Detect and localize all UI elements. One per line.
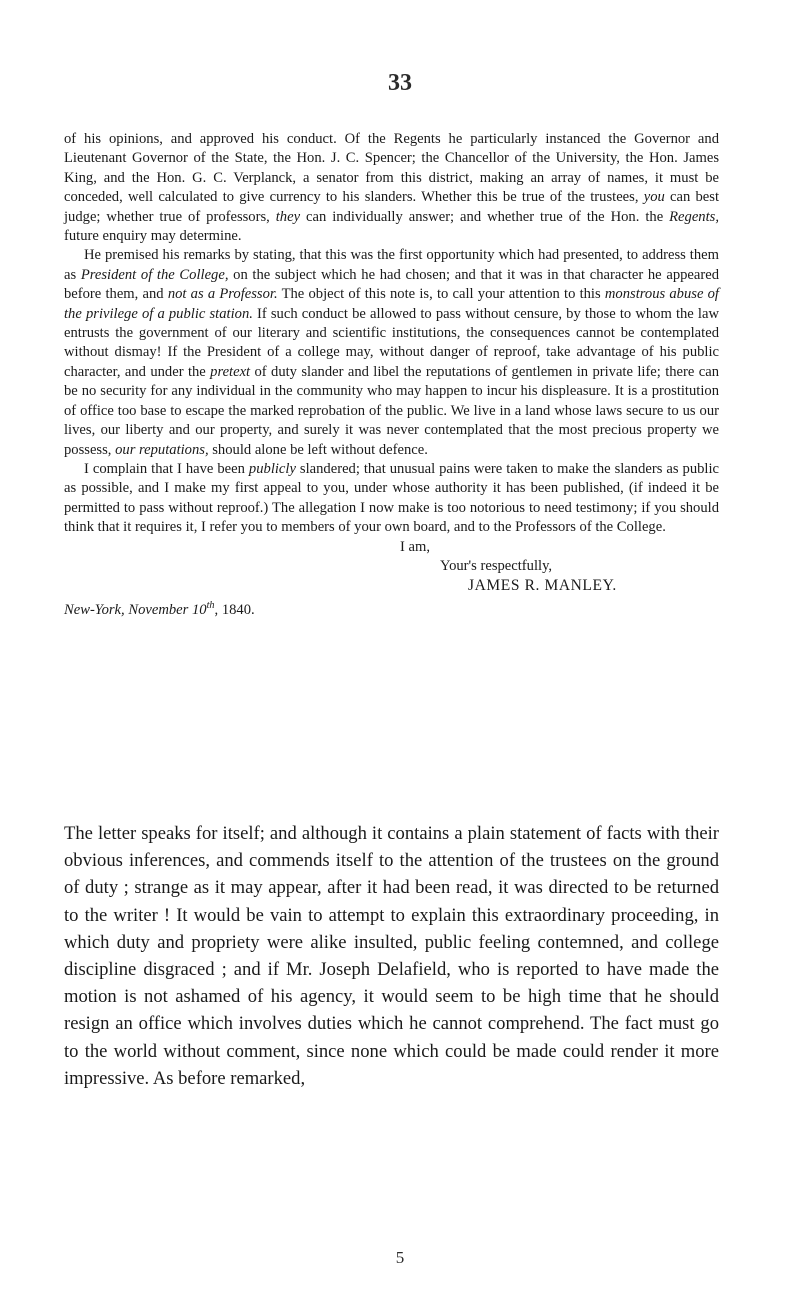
italic-run: publicly bbox=[248, 460, 296, 477]
sign-off-i-am: I am, bbox=[400, 538, 430, 555]
text-run: can best judge; whether true of professors, bbox=[64, 189, 720, 225]
text-run: on the subject which he had chosen; and that it was in that character he appeared before them, and bbox=[64, 266, 719, 303]
letter-paragraph-3 bbox=[64, 460, 719, 538]
italic-run: not as a Professor. bbox=[167, 286, 278, 303]
signatory-name: JAMES R. MANLEY. bbox=[468, 577, 617, 595]
letter-paragraph-1 bbox=[64, 130, 719, 246]
italic-run: you bbox=[643, 189, 665, 206]
signature-mark: 5 bbox=[395, 1248, 405, 1267]
letter-paragraph-2 bbox=[64, 246, 719, 459]
date-part: November 10 bbox=[124, 601, 207, 618]
place: New-York, bbox=[64, 601, 125, 618]
italic-run: pretext bbox=[210, 363, 251, 380]
italic-run: monstrous abuse of the privilege of a public station. bbox=[64, 286, 719, 322]
letter-body bbox=[64, 130, 720, 618]
place-and-date bbox=[64, 596, 719, 618]
text-run: If such conduct be allowed to pass without censure, by those to whom the law entrusts the government of our literary and scientific institutions, the consequences cannot be contemplated without dismay! If the President of a college may, without danger of reproof, take advantage of his public character, and under the bbox=[64, 305, 719, 380]
commentary-paragraph: The letter speaks for itself; and although it contains a plain statement of facts with their obvious inferences, and commends itself to the attention of the trustees on the ground of duty ; strange as it may appear, after it had been read, it was directed to be returned to the writer ! It would be vain to attempt to explain this extraordinary proceeding, in which duty and propriety were alike insulted, public feeling contemned, and college discipline disgraced ; and if Mr. Joseph Delafield, who is reported to have made the motion is not ashamed of his agency, it would seem to be high time that he should resign an office which involves duties which he cannot comprehend. The fact must go to the world without comment, since none which could be made could render it more impressive. As before remarked, bbox=[64, 823, 719, 1089]
text-run: The object of this note is, to call your attention to this bbox=[277, 286, 605, 303]
sign-off-closing: Your's respectfully, bbox=[440, 557, 553, 574]
date-ordinal: th bbox=[206, 599, 215, 611]
text-run: can individually answer; and whether true of the Hon. the bbox=[300, 208, 670, 225]
italic-run: Regents, bbox=[669, 208, 719, 225]
text-run: should alone be left without defence. bbox=[208, 441, 428, 458]
text-run: He premised his remarks by stating, that this was the first opportunity which had presented, to address them as bbox=[64, 247, 719, 283]
italic-run: President of the College, bbox=[80, 266, 229, 283]
italic-run: they bbox=[275, 208, 301, 225]
text-run: slandered; that unusual pains were taken to make the slanders as public as possible, and I make my first appeal to you, under whose authority it has been published, (if indeed it be permitted to pass without reproof.) The allegation I now make is too notorious to need testimony; if you should think that it requires it, I refer you to members of your own board, and to the Professors of the College. bbox=[64, 460, 719, 536]
page-number: 33 bbox=[388, 70, 412, 96]
text-run: future enquiry may determine. bbox=[64, 228, 242, 245]
text-run: of his opinions, and approved his conduct. Of the Regents he particularly instanced the Governor and Lieutenant Governor of the State, the Hon. J. C. Spencer; the Chancellor of the University, the Hon. James King, and the Hon. G. C. Verplanck, a senator from this district, making an array of names, it must be conceded, well calculated to give currency to his slanders. Whether this be true of the trustees, bbox=[64, 131, 719, 206]
italic-run: our reputations, bbox=[115, 441, 209, 458]
commentary-body bbox=[64, 820, 719, 1092]
text-run: I complain that I have been bbox=[84, 460, 249, 477]
text-run: of duty slander and libel the reputations of gentlemen in private life; there can be no security for any individual in the community who may happen to incur his displeasure. It is a prostitution of office too base to escape the marked reprobation of the public. We live in a land whose laws secure to us our lives, our liberty and our property, and surely it was never contemplated that the most precious property we possess, bbox=[64, 363, 719, 458]
date-year: , 1840. bbox=[214, 601, 255, 618]
